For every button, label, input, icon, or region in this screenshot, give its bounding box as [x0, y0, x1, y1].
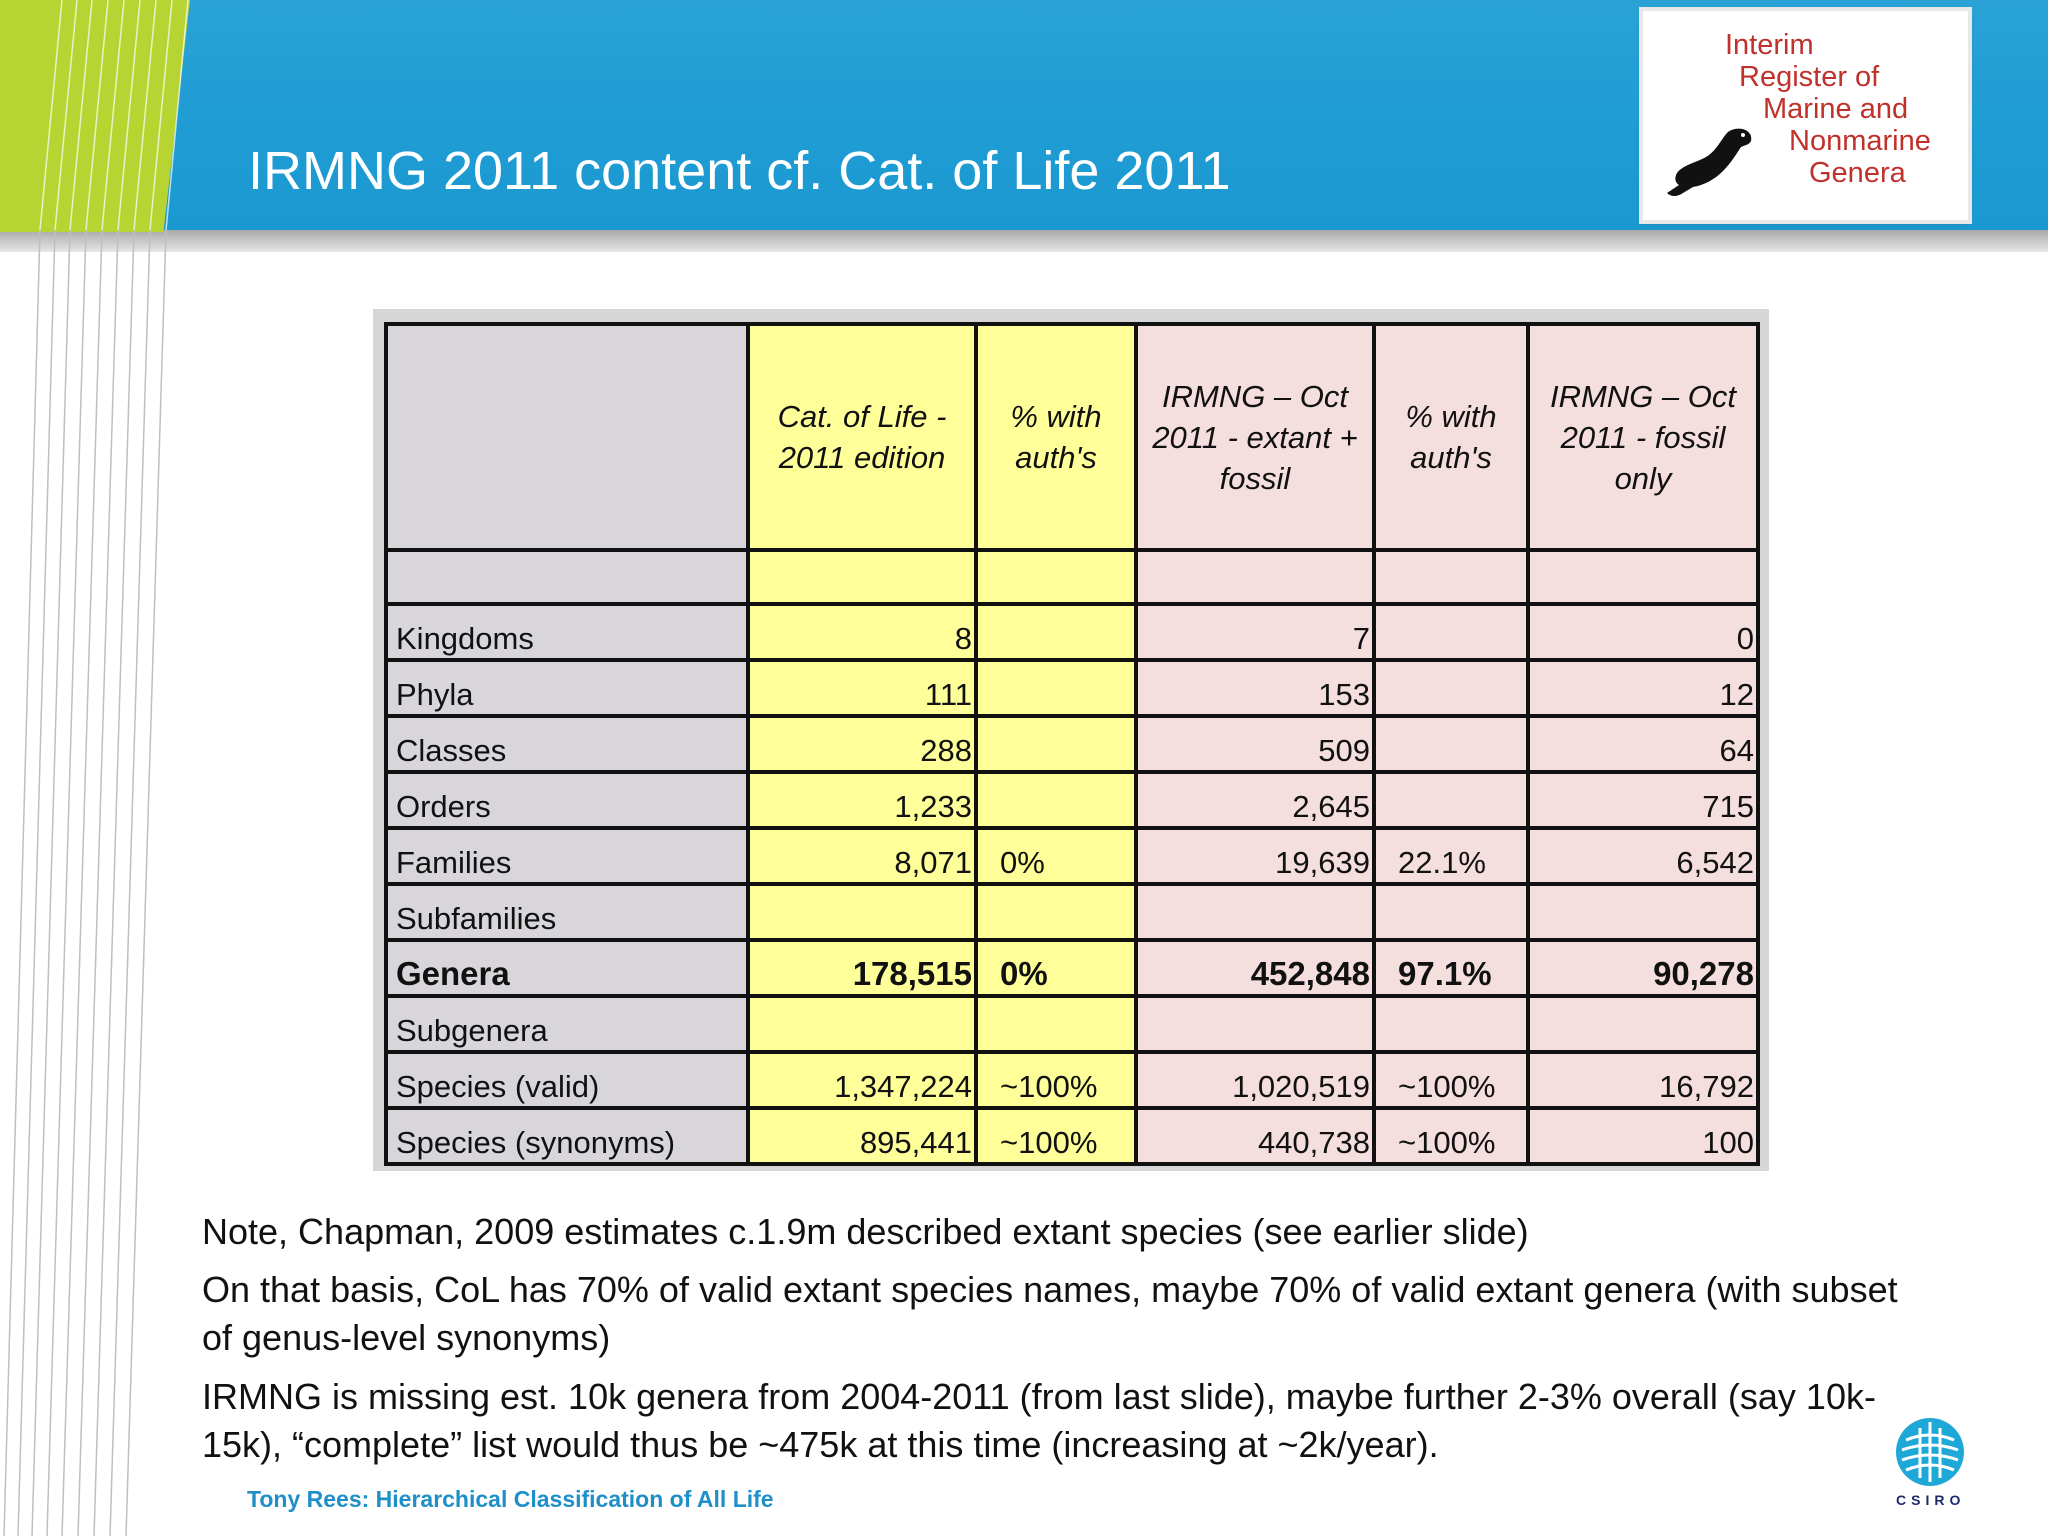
cell-irmng-count: 19,639: [1136, 828, 1374, 884]
cell-irmng-count: [1136, 884, 1374, 940]
header-irmng-fossil-only: IRMNG – Oct 2011 - fossil only: [1528, 324, 1758, 550]
cell-col-pct: [976, 884, 1136, 940]
cell-col-pct: ~100%: [976, 1108, 1136, 1164]
cell-col-pct: ~100%: [976, 1052, 1136, 1108]
cell-col-count: 8: [748, 604, 976, 660]
table-row: [386, 996, 1758, 1052]
cell-irmng-pct: [1374, 716, 1528, 772]
cell-irmng-pct: 97.1%: [1374, 940, 1528, 996]
logo-line-4: Nonmarine: [1789, 125, 1931, 157]
cell-fossil-count: 715: [1528, 772, 1758, 828]
cell-irmng-count: 2,645: [1136, 772, 1374, 828]
row-label: Phyla: [386, 660, 748, 716]
spacer-cell: [1374, 550, 1528, 604]
spacer-cell: [1136, 550, 1374, 604]
cell-col-count: [748, 884, 976, 940]
cell-fossil-count: 6,542: [1528, 828, 1758, 884]
spacer-cell: [1528, 550, 1758, 604]
cell-fossil-count: 64: [1528, 716, 1758, 772]
logo-line-5: Genera: [1809, 157, 1906, 189]
logo-line-3: Marine and: [1763, 93, 1909, 125]
cell-irmng-count: 153: [1136, 660, 1374, 716]
row-label: Kingdoms: [386, 604, 748, 660]
comparison-table: [384, 322, 1760, 1166]
table-row: [386, 604, 1758, 660]
header-col-edition: Cat. of Life - 2011 edition: [748, 324, 976, 550]
row-label: Subgenera: [386, 996, 748, 1052]
row-label: Species (synonyms): [386, 1108, 748, 1164]
cell-col-pct: [976, 716, 1136, 772]
cell-irmng-count: 7: [1136, 604, 1374, 660]
cell-irmng-count: 509: [1136, 716, 1374, 772]
spacer-cell: [386, 550, 748, 604]
table-row: [386, 716, 1758, 772]
spacer-cell: [748, 550, 976, 604]
decorative-stripes: [0, 0, 200, 1536]
cell-col-count: 8,071: [748, 828, 976, 884]
header-cell-blank: [386, 324, 748, 550]
cell-fossil-count: 12: [1528, 660, 1758, 716]
slide-title: IRMNG 2011 content cf. Cat. of Life 2011: [248, 141, 1231, 201]
cell-col-count: 178,515: [748, 940, 976, 996]
note-chapman: Note, Chapman, 2009 estimates c.1.9m described extant species (see earlier slide): [202, 1211, 1529, 1252]
cell-fossil-count: [1528, 884, 1758, 940]
cell-fossil-count: 100: [1528, 1108, 1758, 1164]
cell-irmng-pct: [1374, 772, 1528, 828]
cell-irmng-count: 1,020,519: [1136, 1052, 1374, 1108]
csiro-wordmark: CSIRO: [1896, 1492, 1966, 1508]
cell-col-pct: 0%: [976, 940, 1136, 996]
row-label: Orders: [386, 772, 748, 828]
note-col-basis: On that basis, CoL has 70% of valid extant species names, maybe 70% of valid extant genera (with subset of genus-level synonyms): [202, 1269, 1898, 1358]
spacer-cell: [976, 550, 1136, 604]
table-row: [386, 660, 1758, 716]
header-irmng-pct-auth: % with auth's: [1374, 324, 1528, 550]
row-label: Genera: [386, 940, 748, 996]
logo-line-1: Interim: [1725, 29, 1814, 61]
row-label: Subfamilies: [386, 884, 748, 940]
logo-line-2: Register of: [1739, 61, 1880, 93]
table-body: [386, 604, 1758, 1164]
table-row: [386, 940, 1758, 996]
table-row: [386, 1052, 1758, 1108]
cell-irmng-pct: 22.1%: [1374, 828, 1528, 884]
cell-col-count: 1,233: [748, 772, 976, 828]
cell-irmng-count: 440,738: [1136, 1108, 1374, 1164]
cell-col-count: 895,441: [748, 1108, 976, 1164]
cell-col-pct: [976, 660, 1136, 716]
table-spacer-row: [386, 550, 1758, 604]
cell-fossil-count: [1528, 996, 1758, 1052]
cell-col-count: [748, 996, 976, 1052]
table-row: [386, 884, 1758, 940]
cell-irmng-count: [1136, 996, 1374, 1052]
otter-icon: [1665, 123, 1757, 201]
cell-col-count: 1,347,224: [748, 1052, 976, 1108]
cell-col-pct: 0%: [976, 828, 1136, 884]
row-label: Classes: [386, 716, 748, 772]
cell-irmng-pct: [1374, 996, 1528, 1052]
note-irmng-missing: IRMNG is missing est. 10k genera from 2004-2011 (from last slide), maybe further 2-3% overall (say 10k-15k), “complete” list would thus be ~475k at this time (increasing at ~2k/year).: [202, 1376, 1876, 1465]
table-header-row: [386, 324, 1758, 550]
slide-footer: Tony Rees: Hierarchical Classification of All Life: [247, 1486, 774, 1512]
table-row: [386, 828, 1758, 884]
table-row: [386, 772, 1758, 828]
table-row: [386, 1108, 1758, 1164]
cell-col-pct: [976, 604, 1136, 660]
cell-col-count: 288: [748, 716, 976, 772]
header-col-pct-auth: % with auth's: [976, 324, 1136, 550]
cell-irmng-pct: ~100%: [1374, 1108, 1528, 1164]
cell-fossil-count: 16,792: [1528, 1052, 1758, 1108]
cell-irmng-pct: ~100%: [1374, 1052, 1528, 1108]
cell-col-count: 111: [748, 660, 976, 716]
cell-col-pct: [976, 772, 1136, 828]
row-label: Families: [386, 828, 748, 884]
cell-irmng-pct: [1374, 884, 1528, 940]
cell-fossil-count: 0: [1528, 604, 1758, 660]
cell-irmng-count: 452,848: [1136, 940, 1374, 996]
header-irmng-extant-fossil: IRMNG – Oct 2011 - extant + fossil: [1136, 324, 1374, 550]
row-label: Species (valid): [386, 1052, 748, 1108]
cell-fossil-count: 90,278: [1528, 940, 1758, 996]
header-shadow: [0, 230, 2048, 252]
cell-col-pct: [976, 996, 1136, 1052]
irmng-logo: [1643, 11, 1968, 220]
cell-irmng-pct: [1374, 604, 1528, 660]
cell-irmng-pct: [1374, 660, 1528, 716]
